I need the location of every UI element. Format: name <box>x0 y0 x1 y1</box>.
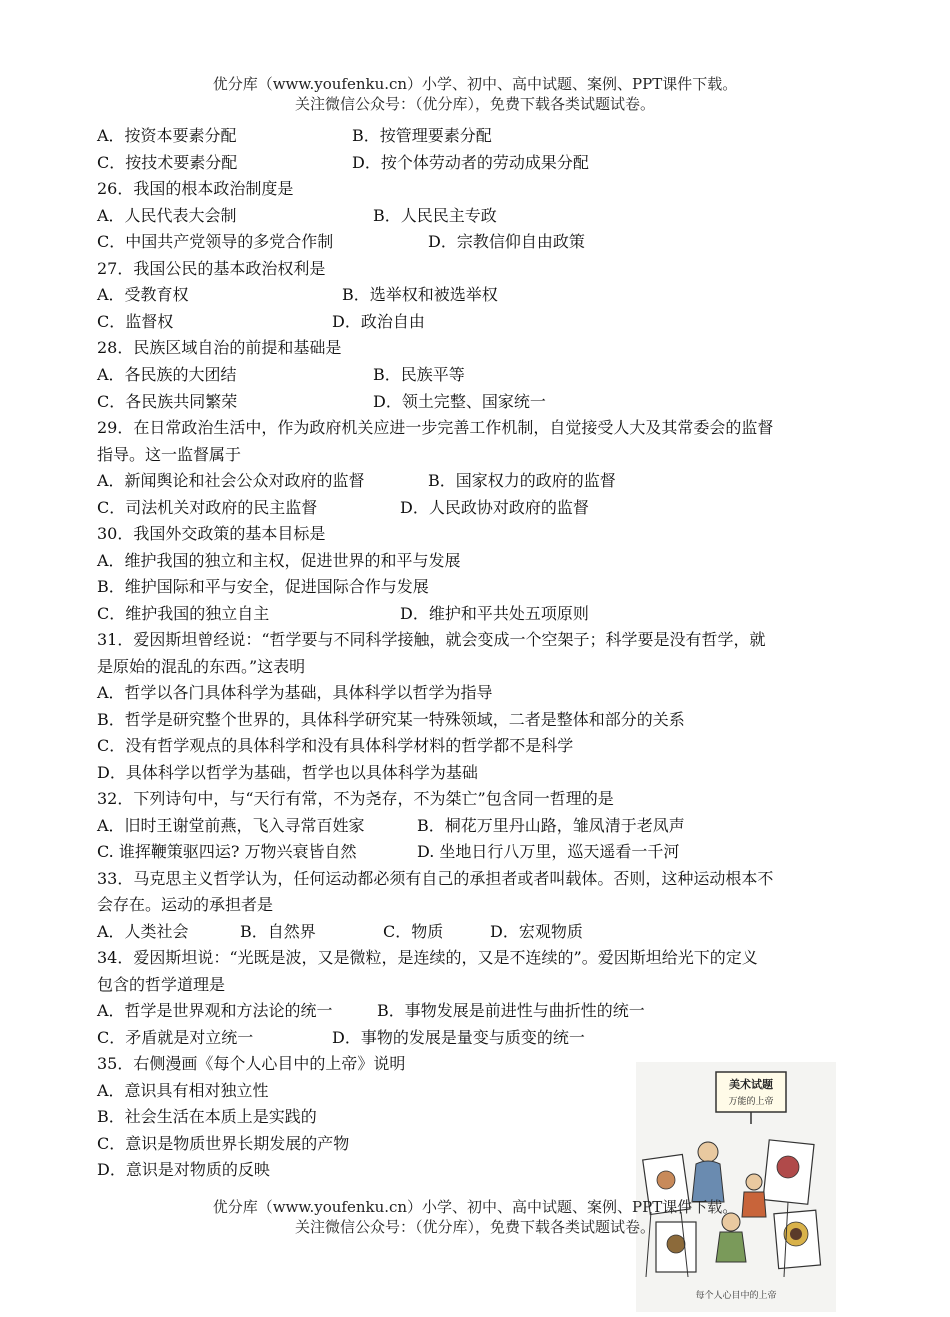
question-26: 26．我国的根本政治制度是 <box>97 179 294 198</box>
option-b: B．国家权力的政府的监督 <box>428 471 616 490</box>
question-29-line-2: 指导。这一监督属于 <box>97 445 242 464</box>
option-a: A．人类社会 <box>97 922 189 941</box>
option-b: B．事物发展是前进性与曲折性的统一 <box>377 1001 645 1020</box>
question-34-line-1: 34．爱因斯坦说：“光既是波，又是微粒，是连续的，又是不连续的”。爱因斯坦给光下的定义 <box>97 948 758 967</box>
question-30: 30．我国外交政策的基本目标是 <box>97 524 326 543</box>
option-c: C．意识是物质世界长期发展的产物 <box>97 1134 350 1153</box>
option-a: A．受教育权 <box>97 285 189 304</box>
option-d: D．维护和平共处五项原则 <box>400 604 589 623</box>
option-a: A．人民代表大会制 <box>97 206 237 225</box>
option-a: A．按资本要素分配 <box>97 126 237 145</box>
option-b: B．人民民主专政 <box>373 206 497 225</box>
option-c: C．物质 <box>383 922 444 941</box>
question-32: 32．下列诗句中，与“天行有常，不为尧存，不为桀亡”包含同一哲理的是 <box>97 789 614 808</box>
option-d: D．宏观物质 <box>490 922 583 941</box>
question-28: 28．民族区域自治的前提和基础是 <box>97 338 342 357</box>
footer-line-1: 优分库（www.youfenku.cn）小学、初中、高中试题、案例、PPT课件下载。 <box>212 1198 738 1216</box>
question-35: 35．右侧漫画《每个人心目中的上帝》说明 <box>97 1054 406 1073</box>
option-c: C．监督权 <box>97 312 174 331</box>
option-a: A．维护我国的独立和主权，促进世界的和平与发展 <box>97 551 461 570</box>
option-d: D．人民政协对政府的监督 <box>400 498 589 517</box>
cartoon-caption: 每个人心目中的上帝 <box>695 1291 777 1301</box>
option-a: A．旧时王谢堂前燕，飞入寻常百姓家 <box>97 816 365 835</box>
option-c: C．矛盾就是对立统一 <box>97 1028 254 1047</box>
option-b: B．选举权和被选举权 <box>342 285 498 304</box>
question-31-line-2: 是原始的混乱的东西。”这表明 <box>97 657 306 676</box>
option-a: A．哲学是世界观和方法论的统一 <box>97 1001 333 1020</box>
option-a: A．新闻舆论和社会公众对政府的监督 <box>97 471 365 490</box>
option-d: D．具体科学以哲学为基础，哲学也以具体科学为基础 <box>97 763 478 782</box>
option-c: C．司法机关对政府的民主监督 <box>97 498 318 517</box>
question-33-line-2: 会存在。运动的承担者是 <box>97 895 274 914</box>
option-b: B．社会生活在本质上是实践的 <box>97 1107 317 1126</box>
question-34-line-2: 包含的哲学道理是 <box>97 975 226 994</box>
cartoon-illustration <box>636 1062 836 1312</box>
cartoon-sign-line-1: 美术试题 <box>729 1078 773 1091</box>
option-c: C．各民族共同繁荣 <box>97 392 238 411</box>
option-b: B．自然界 <box>240 922 316 941</box>
option-b: B．桐花万里丹山路，雏凤清于老凤声 <box>417 816 685 835</box>
question-33-line-1: 33．马克思主义哲学认为，任何运动都必须有自己的承担者或者叫载体。否则，这种运动根本不 <box>97 869 774 888</box>
option-c: C．维护我国的独立自主 <box>97 604 270 623</box>
option-b: B．哲学是研究整个世界的，具体科学研究某一特殊领域，二者是整体和部分的关系 <box>97 710 685 729</box>
cartoon-sign-line-2: 万能的上帝 <box>728 1097 774 1107</box>
option-b: B．维护国际和平与安全，促进国际合作与发展 <box>97 577 429 596</box>
option-d: D．宗教信仰自由政策 <box>428 232 585 251</box>
footer-line-2: 关注微信公众号：（优分库），免费下载各类试题试卷。 <box>294 1218 655 1236</box>
question-27: 27．我国公民的基本政治权利是 <box>97 259 326 278</box>
option-b: B．民族平等 <box>373 365 465 384</box>
cartoon-model-head <box>698 1142 718 1162</box>
cartoon-painter-2 <box>746 1174 762 1190</box>
option-c: C．中国共产党领导的多党合作制 <box>97 232 334 251</box>
option-a: A．各民族的大团结 <box>97 365 237 384</box>
question-31-line-1: 31．爱因斯坦曾经说：“哲学要与不同科学接触，就会变成一个空架子；科学要是没有哲学，就 <box>97 630 766 649</box>
header-line-1: 优分库（www.youfenku.cn）小学、初中、高中试题、案例、PPT课件下载。 <box>212 75 738 93</box>
option-d: D．按个体劳动者的劳动成果分配 <box>352 153 589 172</box>
option-d: D．事物的发展是量变与质变的统一 <box>332 1028 585 1047</box>
option-a: A．意识具有相对独立性 <box>97 1081 269 1100</box>
option-c: C. 谁挥鞭策驱四运? 万物兴衰皆自然 <box>97 842 357 861</box>
option-d: D. 坐地日行八万里，巡天遥看一千河 <box>417 842 680 861</box>
option-c: C．按技术要素分配 <box>97 153 238 172</box>
question-29-line-1: 29．在日常政治生活中，作为政府机关应进一步完善工作机制，自觉接受人大及其常委会的监督 <box>97 418 774 437</box>
header-line-2: 关注微信公众号：（优分库），免费下载各类试题试卷。 <box>294 95 655 113</box>
option-c: C．没有哲学观点的具体科学和没有具体科学材料的哲学都不是科学 <box>97 736 574 755</box>
option-d: D．领土完整、国家统一 <box>373 392 546 411</box>
option-d: D．意识是对物质的反映 <box>97 1160 270 1179</box>
option-b: B．按管理要素分配 <box>352 126 492 145</box>
option-d: D．政治自由 <box>332 312 425 331</box>
option-a: A．哲学以各门具体科学为基础，具体科学以哲学为指导 <box>97 683 493 702</box>
